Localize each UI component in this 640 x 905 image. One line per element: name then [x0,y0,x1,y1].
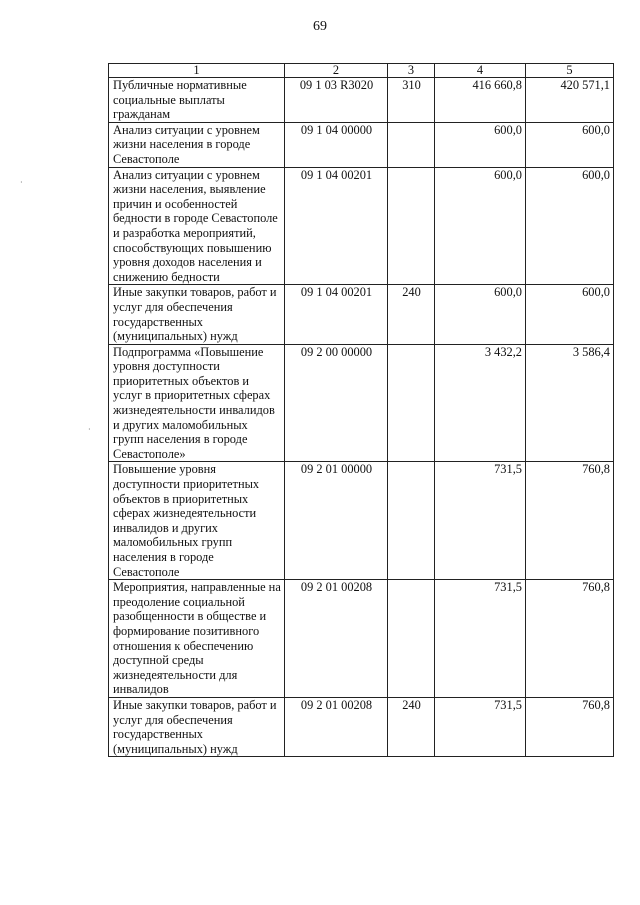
budget-code: 09 1 04 00000 [285,122,388,167]
budget-code: 09 1 04 00201 [285,167,388,285]
table-row [109,462,614,580]
expense-type: 310 [388,78,435,123]
column-header: 3 [388,64,435,78]
item-name: Иные закупки товаров, работ и услуг для обеспечения государственных (муниципальных) нужд [109,697,285,756]
expense-type [388,167,435,285]
budget-code: 09 1 04 00201 [285,285,388,344]
budget-code: 09 1 03 R3020 [285,78,388,123]
amount-col4: 600,0 [435,285,526,344]
table-row [109,285,614,344]
item-name: Иные закупки товаров, работ и услуг для обеспечения государственных (муниципальных) нужд [109,285,285,344]
amount-col5: 600,0 [526,122,614,167]
budget-code: 09 2 01 00208 [285,697,388,756]
amount-col4: 731,5 [435,580,526,698]
expense-type: 240 [388,697,435,756]
table-row [109,344,614,462]
amount-col5: 760,8 [526,462,614,580]
table-header-row [109,64,614,78]
budget-table [108,63,614,757]
table-row [109,697,614,756]
amount-col4: 600,0 [435,167,526,285]
column-header: 5 [526,64,614,78]
amount-col5: 3 586,4 [526,344,614,462]
expense-type [388,344,435,462]
item-name: Подпрограмма «Повышение уровня доступности приоритетных объектов и услуг в приоритетных сферах жизнедеятельности инвалидов и других маломобильных групп населения в городе Севастополе» [109,344,285,462]
table-row [109,122,614,167]
expense-type: 240 [388,285,435,344]
item-name: Мероприятия, направленные на преодоление социальной разобщенности в обществе и формирование позитивного отношения к обеспечению доступной среды жизнедеятельности для инвалидов [109,580,285,698]
item-name: Анализ ситуации с уровнем жизни населения, выявление причин и особенностей бедности в городе Севастополе и разработка мероприятий, способствующих повышению уровня доходов населения и снижению бедности [109,167,285,285]
column-header: 1 [109,64,285,78]
expense-type [388,462,435,580]
amount-col5: 420 571,1 [526,78,614,123]
amount-col5: 600,0 [526,285,614,344]
scan-speck: · [20,178,23,187]
column-header: 4 [435,64,526,78]
column-header: 2 [285,64,388,78]
expense-type [388,122,435,167]
page-number: 69 [313,19,327,34]
amount-col4: 3 432,2 [435,344,526,462]
amount-col4: 600,0 [435,122,526,167]
table-row [109,167,614,285]
expense-type [388,580,435,698]
item-name: Анализ ситуации с уровнем жизни населения в городе Севастополе [109,122,285,167]
table-row [109,580,614,698]
amount-col4: 416 660,8 [435,78,526,123]
scan-speck: · [88,425,91,434]
amount-col5: 760,8 [526,697,614,756]
amount-col4: 731,5 [435,697,526,756]
amount-col4: 731,5 [435,462,526,580]
table-row [109,78,614,123]
item-name: Повышение уровня доступности приоритетных объектов в приоритетных сферах жизнедеятельности инвалидов и других маломобильных групп населения в городе Севастополе [109,462,285,580]
budget-code: 09 2 00 00000 [285,344,388,462]
item-name: Публичные нормативные социальные выплаты гражданам [109,78,285,123]
budget-code: 09 2 01 00000 [285,462,388,580]
amount-col5: 760,8 [526,580,614,698]
budget-code: 09 2 01 00208 [285,580,388,698]
amount-col5: 600,0 [526,167,614,285]
